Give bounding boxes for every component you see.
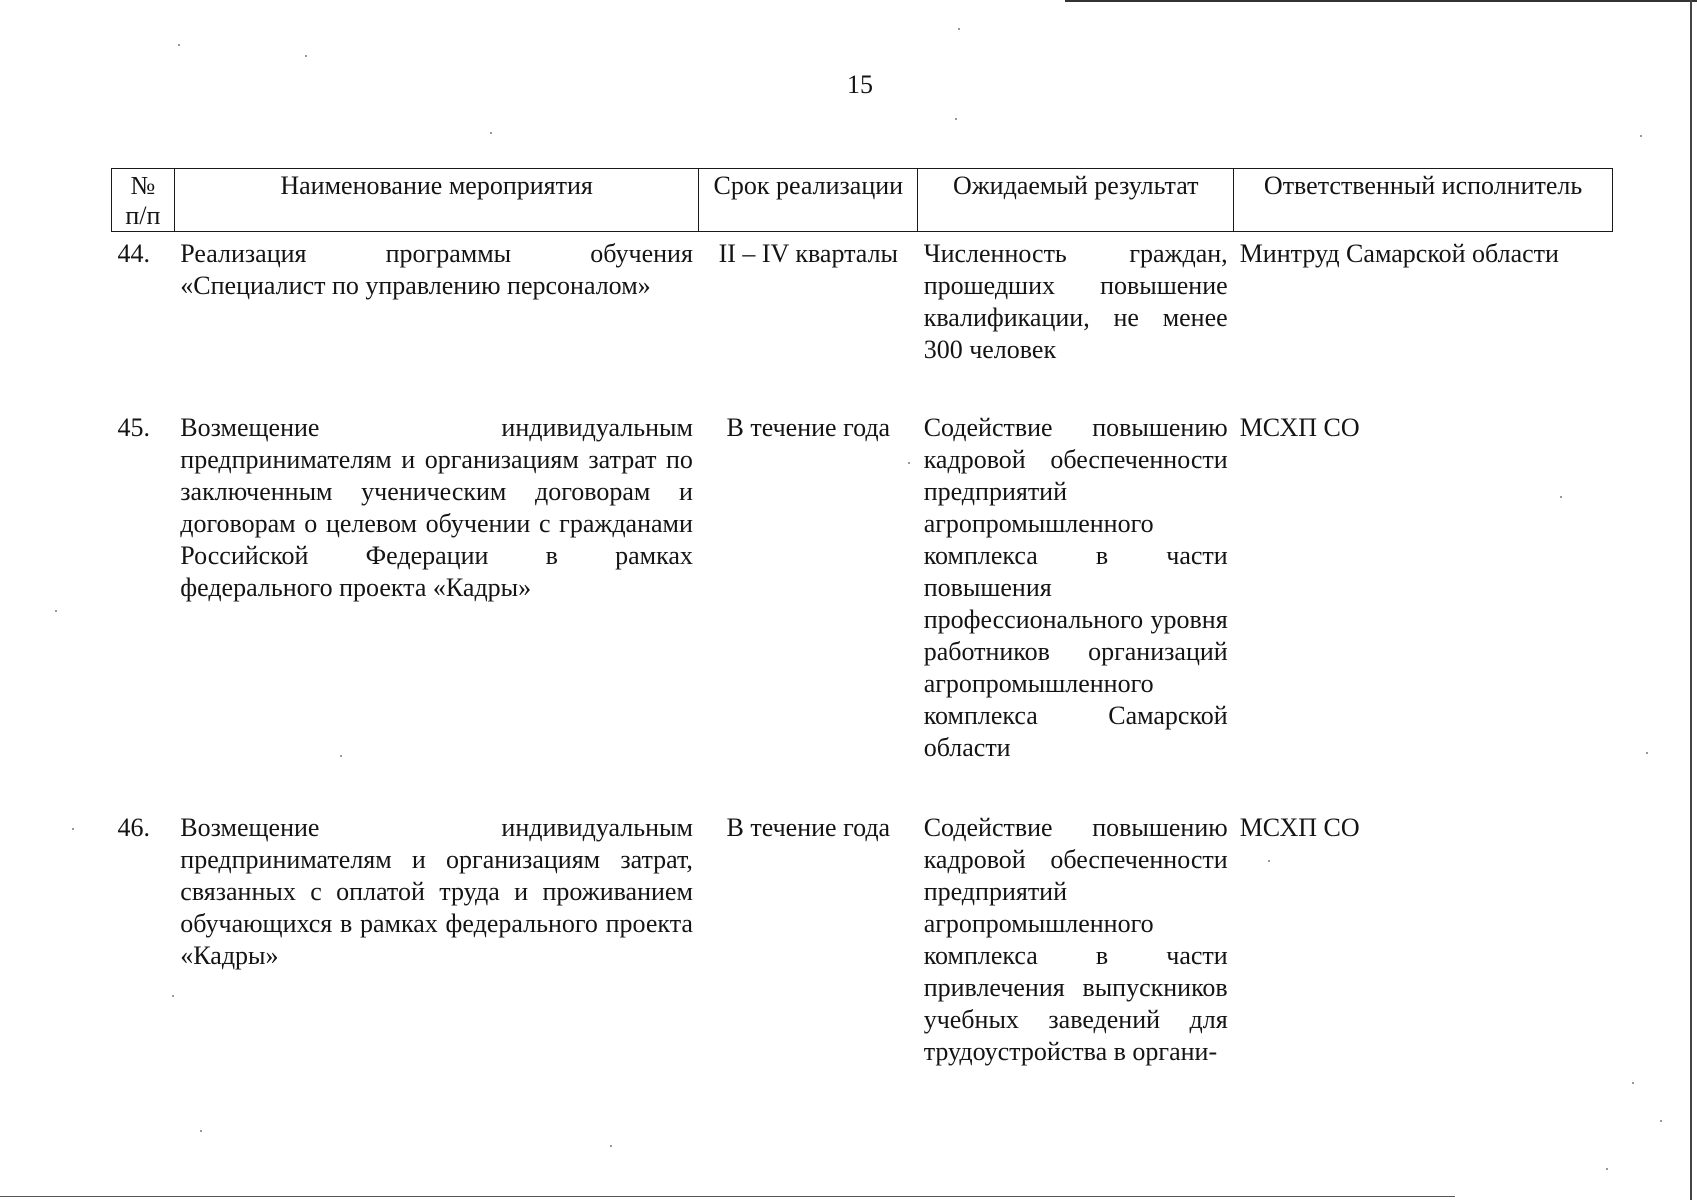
scan-speck	[610, 1145, 612, 1147]
scan-speck	[1646, 752, 1648, 754]
header-responsible: Ответственный исполнитель	[1234, 169, 1613, 232]
row-number: 44.	[117, 239, 150, 268]
scan-speck	[955, 118, 957, 120]
scan-top-rule	[1065, 0, 1697, 2]
scan-speck	[1660, 1120, 1662, 1122]
scan-speck	[1632, 1082, 1634, 1084]
table-row	[112, 232, 1613, 407]
header-num: № п/п	[112, 169, 175, 232]
activity-name: Возмещение индивидуальным предпринимателям и организациям затрат по заключенным ученическим договорам и договорам о целевом обучении с гражданами Российской Федерации в рамках федерального проекта «Кадры»	[180, 413, 693, 602]
activity-term: II – IV кварталы	[718, 239, 899, 268]
expected-result: Содействие повышению кадровой обеспеченности предприятий агропромышленного комплекса в части привлечения выпускников учебных заведений для трудоустройства в органи-	[923, 813, 1228, 1066]
row-number: 46.	[117, 813, 150, 842]
scan-speck	[305, 55, 307, 57]
scan-speck	[72, 828, 74, 830]
scan-speck	[200, 1130, 202, 1132]
header-term: Срок реализации	[699, 169, 918, 232]
scan-speck	[490, 132, 492, 134]
scan-speck	[958, 28, 960, 30]
expected-result: Численность граждан, прошедших повышение квалификации, не менее 300 человек	[923, 239, 1228, 364]
table-row	[112, 806, 1613, 1068]
header-result: Ожидаемый результат	[918, 169, 1234, 232]
scan-speck	[1606, 1168, 1608, 1170]
scan-right-edge	[1690, 0, 1692, 1200]
scan-bottom-rule	[0, 1196, 1455, 1197]
responsible-executor: МСХП СО	[1239, 413, 1360, 442]
responsible-executor: Минтруд Самарской области	[1239, 239, 1559, 268]
scan-speck	[1640, 135, 1642, 137]
activity-term: В течение года	[726, 413, 891, 442]
activity-name: Возмещение индивидуальным предпринимателям и организациям затрат, связанных с оплатой труда и проживанием обучающихся в рамках федерального проекта «Кадры»	[180, 813, 693, 970]
expected-result: Содействие повышению кадровой обеспеченности предприятий агропромышленного комплекса в части повышения профессионального уровня работников организаций агропромышленного комплекса Самарской области	[923, 413, 1228, 762]
row-number: 45.	[117, 413, 150, 442]
scan-speck	[178, 44, 180, 46]
header-name: Наименование мероприятия	[174, 169, 699, 232]
responsible-executor: МСХП СО	[1239, 813, 1360, 842]
activity-term: В течение года	[726, 813, 891, 842]
scan-speck	[55, 610, 57, 612]
table-row	[112, 406, 1613, 806]
page-number: 15	[847, 70, 873, 99]
table-header-row	[112, 169, 1613, 232]
activities-table	[111, 168, 1613, 1068]
activity-name: Реализация программы обучения «Специалист по управлению персоналом»	[180, 239, 693, 300]
